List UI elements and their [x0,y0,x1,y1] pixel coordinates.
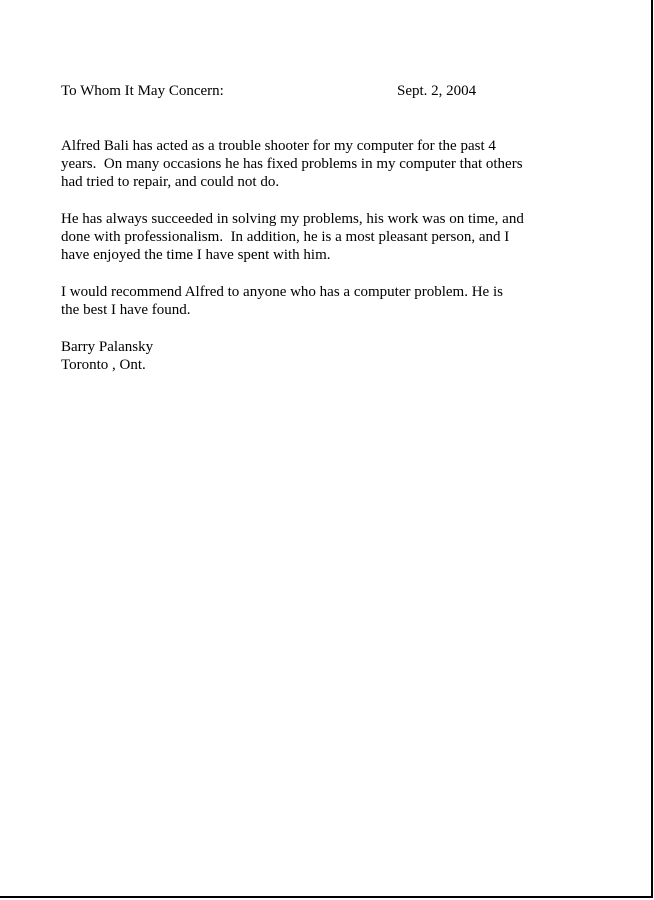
paragraph-1-line-3: had tried to repair, and could not do. [61,174,280,190]
paragraph-2-line-2: done with professionalism. In addition, he is a most pleasant person, and I [61,229,510,245]
paragraph-2-line-1: He has always succeeded in solving my problems, his work was on time, and [61,211,524,227]
signature-location: Toronto , Ont. [61,357,146,373]
signature-name: Barry Palansky [61,339,154,355]
paragraph-1-line-2: years. On many occasions he has fixed problems in my computer that others [61,156,523,172]
paragraph-3-line-2: the best I have found. [61,302,191,318]
salutation: To Whom It May Concern: [61,83,224,99]
paragraph-1-line-1: Alfred Bali has acted as a trouble shooter for my computer for the past 4 [61,138,496,154]
paragraph-2-line-3: have enjoyed the time I have spent with him. [61,247,331,263]
paragraph-3-line-1: I would recommend Alfred to anyone who has a computer problem. He is [61,284,503,300]
letter-date: Sept. 2, 2004 [397,83,477,99]
